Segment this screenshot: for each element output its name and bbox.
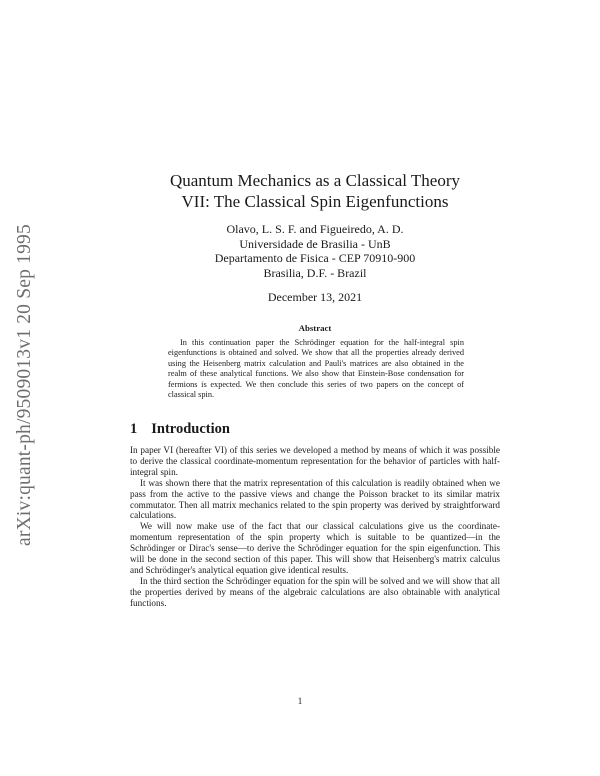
abstract-body [168,338,464,400]
paragraph: In paper VI (hereafter VI) of this series we developed a method by means of which it was possible to derive the classical coordinate-momentum representation for the behavior of particles with half-integral spin. [130,445,500,477]
title-line-1: Quantum Mechanics as a Classical Theory [169,171,461,190]
author-names: Olavo, L. S. F. and Figueiredo, A. D. [226,222,404,236]
arxiv-identifier-stamp [4,205,46,565]
section-title: Introduction [151,421,230,437]
abstract-heading: Abstract [298,323,332,333]
page-number: 1 [297,696,303,706]
author-block [150,222,480,280]
abstract-text: In this continuation paper the Schrödinger equation for the half-integral spin eigenfunctions is obtained and solved. We show that all the properties already derived using the Heisenberg matrix calculation and Pauli's matrices are also obtained in the realm of these analytical functions. We also show that Einstein-Bose condensation for fermions is expected. We then conclude this series of two papers on the concept of classical spin. [168,338,464,400]
affiliation-department: Departamento de Fisica - CEP 70910-900 [214,251,416,266]
paragraph: We will now make use of the fact that our classical calculations give us the coordinate-momentum representation of the spin property which is suitable to be quantized—in the Schrödinger or Dirac's sense—to derive the Schrödinger equation for the spin eigenfunction. This will be done in the second section of this paper. This will show that Heisenberg's matrix calculus and Schrödinger's analytical equation give identical results. [130,521,500,575]
arxiv-identifier-text: arXiv:quant-ph/9509013v1 20 Sep 1995 [14,224,36,546]
paper-title [100,170,530,212]
paper-date: December 13, 2021 [267,290,363,304]
section-body [130,445,500,609]
affiliation-city: Brasilia, D.F. - Brazil [263,265,367,280]
affiliation-university: Universidade de Brasilia - UnB [239,236,391,251]
paragraph: In the third section the Schrödinger equation for the spin will be solved and we will show that all the properties derived by means of the algebraic calculations are also obtainable with analytical functions. [130,575,500,608]
section-number: 1 [130,421,138,437]
title-line-2: VII: The Classical Spin Eigenfunctions [181,192,449,211]
paragraph: It was shown there that the matrix representation of this calculation is readily obtained when we pass from the active to the passive views and change the Poisson bracket to its similar matrix commutator. Then all matrix mechanics related to the spin property was derived by straightforward calculations. [130,477,500,521]
section-heading [130,421,500,438]
